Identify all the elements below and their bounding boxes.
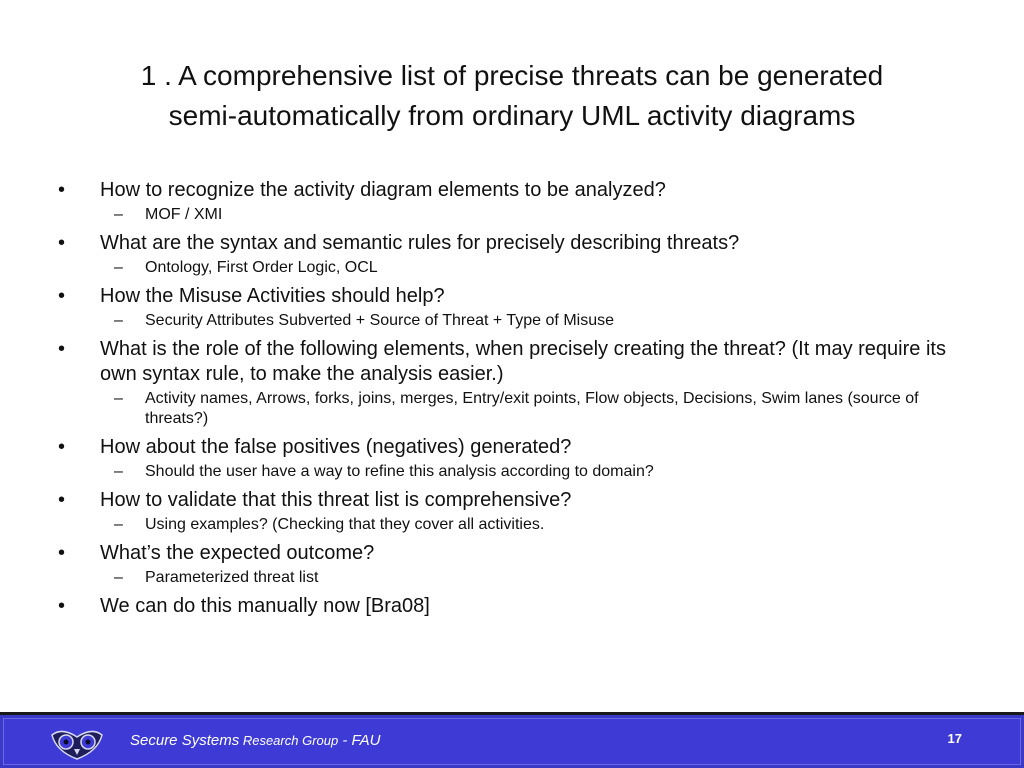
dash-marker: – (114, 206, 123, 223)
bullet-marker: • (58, 542, 66, 564)
bullet-text: We can do this manually now [Bra08] (100, 595, 430, 617)
sub-bullet-item (56, 389, 956, 429)
sub-bullet-text: Security Attributes Subverted + Source of Threat + Type of Misuse (145, 312, 614, 329)
bullet-marker: • (58, 179, 66, 201)
dash-marker: – (114, 312, 123, 329)
footer-inner (3, 718, 1021, 765)
bullet-marker: • (58, 285, 66, 307)
dash-marker: – (114, 569, 123, 586)
bullet-text: How the Misuse Activities should help? (100, 285, 445, 307)
bullet-list (56, 178, 956, 619)
sub-bullet-item (56, 258, 956, 278)
bullet-item (56, 435, 956, 460)
sub-bullet-text: MOF / XMI (145, 206, 223, 223)
sub-bullet-text: Activity names, Arrows, forks, joins, merges, Entry/exit points, Flow objects, Decisions, Swim lanes (source of threats?) (145, 390, 919, 427)
slide-title (60, 56, 964, 136)
bullet-text: How about the false positives (negatives) generated? (100, 436, 572, 458)
bullet-marker: • (58, 595, 66, 617)
bullet-marker: • (58, 338, 66, 360)
bullet-text: What’s the expected outcome? (100, 542, 375, 564)
sub-bullet-text: Parameterized threat list (145, 569, 319, 586)
dash-marker: – (114, 259, 123, 276)
sub-bullet-text: Ontology, First Order Logic, OCL (145, 259, 378, 276)
bullet-item (56, 337, 956, 387)
bullet-item (56, 231, 956, 256)
sub-bullet-item (56, 311, 956, 331)
footer-bar (0, 712, 1024, 768)
dash-marker: – (114, 463, 123, 480)
bullet-marker: • (58, 436, 66, 458)
sub-bullet-text: Should the user have a way to refine this analysis according to domain? (145, 463, 654, 480)
title-line-1: 1 . A comprehensive list of precise threats can be generated (140, 60, 884, 91)
bullet-item (56, 284, 956, 309)
dash-marker: – (114, 390, 123, 407)
sub-bullet-item (56, 205, 956, 225)
group-suffix: - FAU (338, 732, 381, 749)
sub-bullet-item (56, 462, 956, 482)
bullet-text: What are the syntax and semantic rules for precisely describing threats? (100, 232, 740, 254)
bullet-item (56, 594, 956, 619)
bullet-item (56, 488, 956, 513)
sub-bullet-text: Using examples? (Checking that they cover all activities. (145, 516, 545, 533)
owl-logo-icon (48, 725, 106, 761)
bullet-text: What is the role of the following elements, when precisely creating the threat? (It may require its own syntax rule, to make the analysis easier.) (100, 338, 946, 385)
research-group-label (130, 732, 380, 749)
bullet-marker: • (58, 232, 66, 254)
sub-bullet-item (56, 568, 956, 588)
dash-marker: – (114, 516, 123, 533)
bullet-text: How to validate that this threat list is comprehensive? (100, 489, 572, 511)
bullet-text: How to recognize the activity diagram elements to be analyzed? (100, 179, 666, 201)
bullet-item (56, 541, 956, 566)
group-main: Secure Systems (130, 732, 240, 749)
page-number: 17 (947, 731, 962, 746)
title-line-2: semi-automatically from ordinary UML activity diagrams (168, 100, 856, 131)
bullet-marker: • (58, 489, 66, 511)
sub-bullet-item (56, 515, 956, 535)
group-small: Research Group (239, 733, 339, 748)
bullet-item (56, 178, 956, 203)
